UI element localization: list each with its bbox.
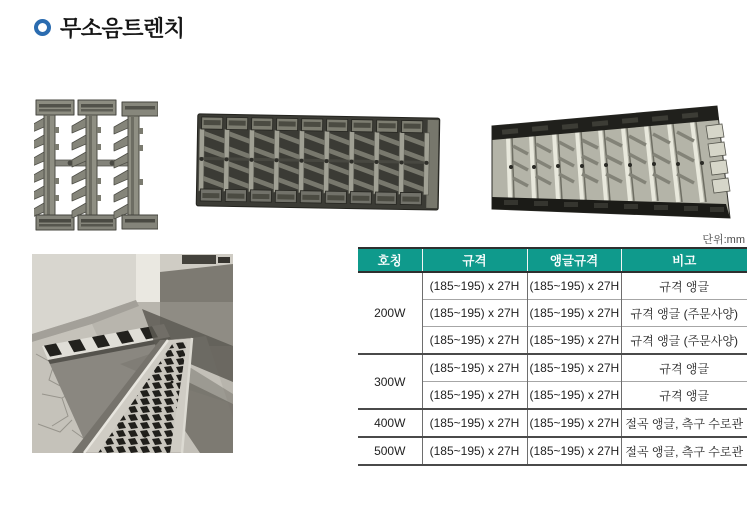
spec-cell: 규격 앵글 <box>621 354 747 382</box>
column-header: 앵글규격 <box>527 248 621 272</box>
spec-cell: (185~195) x 27H <box>527 409 621 437</box>
column-header: 비고 <box>621 248 747 272</box>
unit-label: 단위:mm <box>702 234 745 246</box>
spec-cell: (185~195) x 27H <box>422 437 527 465</box>
spec-cell: (185~195) x 27H <box>527 382 621 410</box>
installation-photo-trench-in-pavement <box>32 254 233 453</box>
spec-cell: 규격 앵글 <box>621 272 747 300</box>
size-name-cell: 500W <box>358 437 422 465</box>
spec-cell: (185~195) x 27H <box>422 409 527 437</box>
spec-cell: 규격 앵글 <box>621 382 747 410</box>
product-photo-grate-perspective <box>488 104 732 220</box>
spec-cell: (185~195) x 27H <box>527 327 621 355</box>
spec-cell: (185~195) x 27H <box>527 272 621 300</box>
table-row <box>358 437 747 465</box>
product-photo-grate-top-view <box>195 112 443 213</box>
bullet-ring-icon <box>34 19 51 36</box>
table-row <box>358 354 747 382</box>
product-photo-grating-bars <box>34 96 158 234</box>
spec-table <box>358 247 747 466</box>
table-body <box>358 272 747 465</box>
column-header: 호칭 <box>358 248 422 272</box>
spec-cell: 절곡 앵글, 측구 수로관 <box>621 409 747 437</box>
spec-cell: (185~195) x 27H <box>527 354 621 382</box>
spec-cell: (185~195) x 27H <box>527 300 621 327</box>
spec-cell: (185~195) x 27H <box>527 437 621 465</box>
size-name-cell: 400W <box>358 409 422 437</box>
spec-cell: (185~195) x 27H <box>422 382 527 410</box>
page-header <box>34 12 185 43</box>
page-title: 무소음트렌치 <box>60 16 185 41</box>
spec-table-container <box>358 247 747 466</box>
spec-cell: 절곡 앵글, 측구 수로관 <box>621 437 747 465</box>
size-name-cell: 200W <box>358 272 422 354</box>
spec-cell: (185~195) x 27H <box>422 327 527 355</box>
spec-cell: 규격 앵글 (주문사양) <box>621 300 747 327</box>
table-row <box>358 272 747 300</box>
spec-cell: (185~195) x 27H <box>422 272 527 300</box>
size-name-cell: 300W <box>358 354 422 409</box>
table-header-row <box>358 248 747 272</box>
table-row <box>358 409 747 437</box>
spec-cell: (185~195) x 27H <box>422 354 527 382</box>
column-header: 규격 <box>422 248 527 272</box>
spec-cell: (185~195) x 27H <box>422 300 527 327</box>
spec-cell: 규격 앵글 (주문사양) <box>621 327 747 355</box>
